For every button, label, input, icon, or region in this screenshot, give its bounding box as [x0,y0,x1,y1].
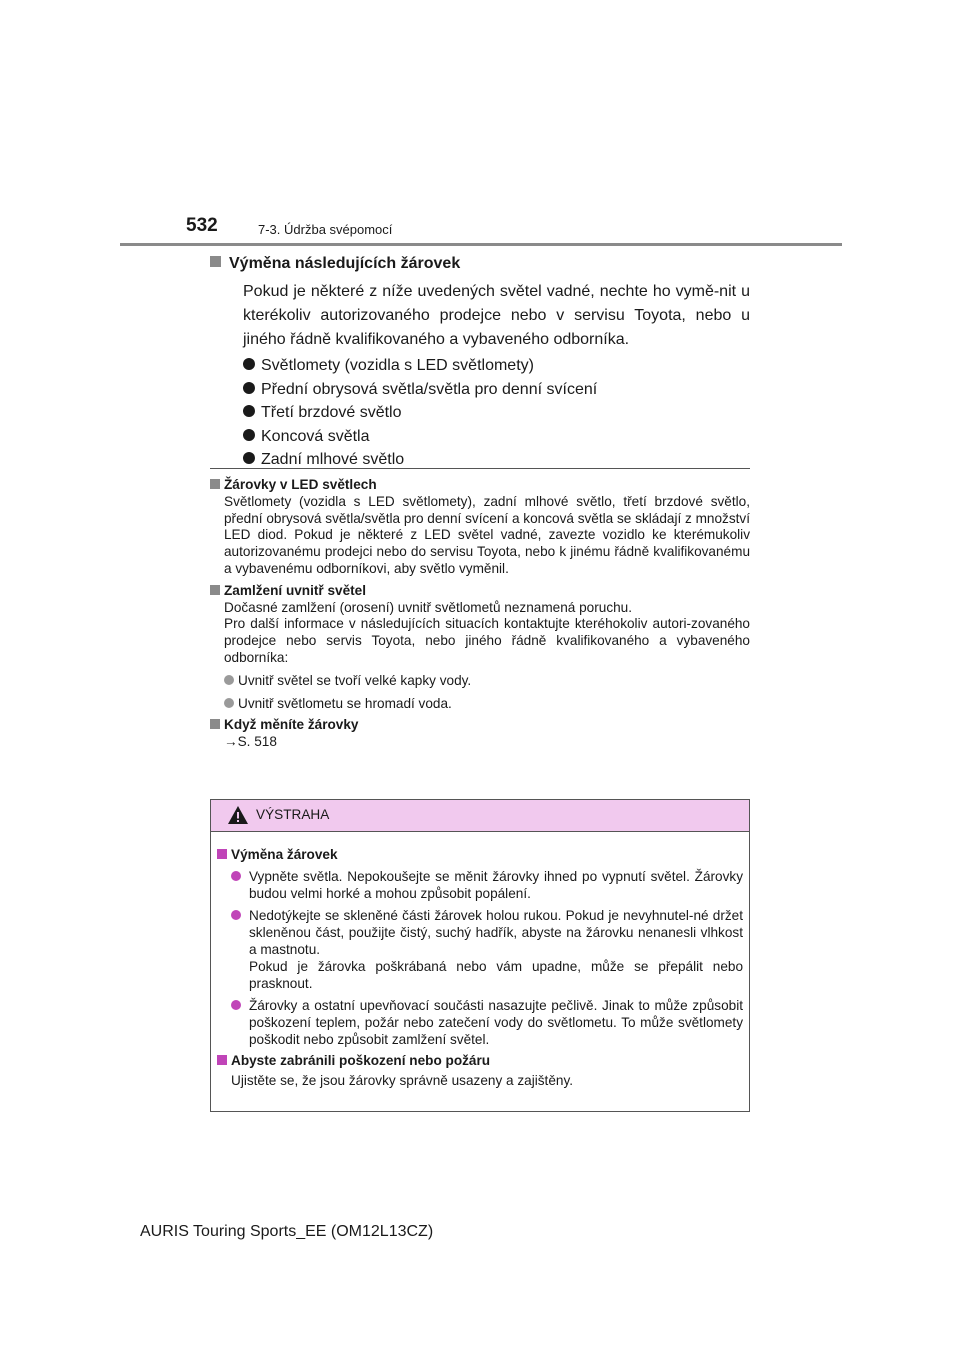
note-text-led: Světlomety (vozidla s LED světlomety), zadní mlhové světlo, třetí brzdové světlo, přední obrysová světla/světla pro denní svícení a koncová světla se skládají z množství LED diod. Pokud je některé z LED světel vadné, zavezte vozidlo ke kterémukoliv autorizovanému prodejci nebo do servisu Toyota, nebo k jinému řádně kvalifikovanému a vybavenému odborníkovi, aby světlo vyměnil. [224,493,750,576]
main-heading-text: Výměna následujících žárovek [229,255,461,272]
main-section [210,252,750,472]
note-heading-fog [210,583,750,600]
warning-box [210,799,750,1112]
bullet-icon [243,382,255,394]
bullet-icon [243,452,255,464]
note-text-fog-2: Pro další informace v následujících situacích kontaktujte kteréhokoliv autori-zovaného prodejce nebo servis Toyota, nebo jiného řádně kvalifikovaného a vybaveného odborníka: [224,616,750,665]
bullet-icon [231,871,241,881]
warning-item-text-part2: Pokud je žárovka poškrábaná nebo vám upadne, může se přepálit nebo prasknout. [249,959,743,991]
warning-item-text: Vypněte světla. Nepokoušejte se měnit žárovky ihned po vypnutí světel. Žárovky budou velmi horké a mohou způsobit popálení. [249,869,743,901]
warning-heading-text: Abyste zabránili poškození nebo požáru [231,1053,491,1068]
warning-item-text [245,907,743,992]
bullet-icon [224,675,234,685]
bullet-icon [224,698,234,708]
bullet-icon [243,358,255,370]
main-heading [210,252,750,276]
warning-heading-text: Výměna žárovek [231,847,338,862]
note-heading-text: Zamlžení uvnitř světel [224,582,367,598]
list-item [243,354,750,378]
list-item [243,378,750,402]
warning-heading-fire [217,1052,743,1069]
square-bullet-icon [210,479,220,489]
list-item-text: Uvnitř světel se tvoří velké kapky vody. [238,672,472,688]
bullet-icon [243,429,255,441]
section-title: 7-3. Údržba svépomocí [258,222,393,237]
warning-heading-bulbs [217,846,743,863]
warning-text-fire: Ujistěte se, že jsou žárovky správně usazeny a zajištěny. [231,1073,574,1088]
bulb-list [243,354,750,472]
section-divider [210,468,750,469]
note-text-fog-1: Dočasné zamlžení (orosení) uvnitř světlometů neznamená poruchu. [224,599,633,615]
main-paragraph: Pokud je některé z níže uvedených světel vadné, nechte ho vymě-nit u kterékoliv autorizovaného prodejce nebo v servisu Toyota, nebo u jiného řádně kvalifikovaného a vybaveného odborníka. [243,283,750,348]
warning-triangle-icon [227,805,249,830]
footer-model: AURIS Touring Sports_EE (OM12L13CZ) [140,1223,434,1240]
page-number: 532 [186,215,218,236]
warning-item-text-part1: Nedotýkejte se skleněné části žárovek holou rukou. Pokud je nevyhnutel-né držet skleněnou část, použijte čistý, suchý hadřík, abyste na žárovku nenanesli vlhkost a mastnotu. [249,908,743,957]
bullet-icon [243,405,255,417]
warning-item [231,997,743,1048]
list-item [224,696,750,713]
note-heading-text: Žárovky v LED světlech [224,477,377,492]
list-item-text: Třetí brzdové světlo [261,404,402,421]
page-reference-link[interactable]: →S. 518 [224,734,277,750]
square-bullet-icon [217,1055,227,1065]
square-bullet-icon [210,719,220,729]
list-item [224,673,750,690]
square-bullet-icon [210,585,220,595]
notes-section [210,475,750,751]
note-heading-text: Když měníte žárovky [224,717,359,733]
note-heading-change [210,717,750,734]
list-item-text: Koncová světla [261,427,370,445]
warning-body [211,832,749,1089]
list-item-text: Uvnitř světlometu se hromadí voda. [238,695,452,711]
square-bullet-icon [217,849,227,859]
square-bullet-icon [210,256,221,267]
warning-item [231,907,743,992]
bullet-icon [231,910,241,920]
warning-title: VÝSTRAHA [256,807,330,822]
warning-item [231,868,743,902]
list-item [243,425,750,449]
warning-header [211,800,749,832]
list-item-text: Zadní mlhové světlo [261,451,405,468]
bullet-icon [231,1000,241,1010]
list-item-text: Přední obrysová světla/světla pro denní svícení [261,380,598,398]
list-item-text: Světlomety (vozidla s LED světlomety) [261,357,534,374]
note-heading-led [210,477,750,494]
list-item [243,401,750,425]
header-divider [120,243,842,246]
warning-item-text: Žárovky a ostatní upevňovací součásti nasazujte pečlivě. Jinak to může způsobit poškození teplem, požár nebo zatečení vody do světlometu. To může světlomety poškodit nebo způsobit zamlžení světel. [249,998,743,1047]
